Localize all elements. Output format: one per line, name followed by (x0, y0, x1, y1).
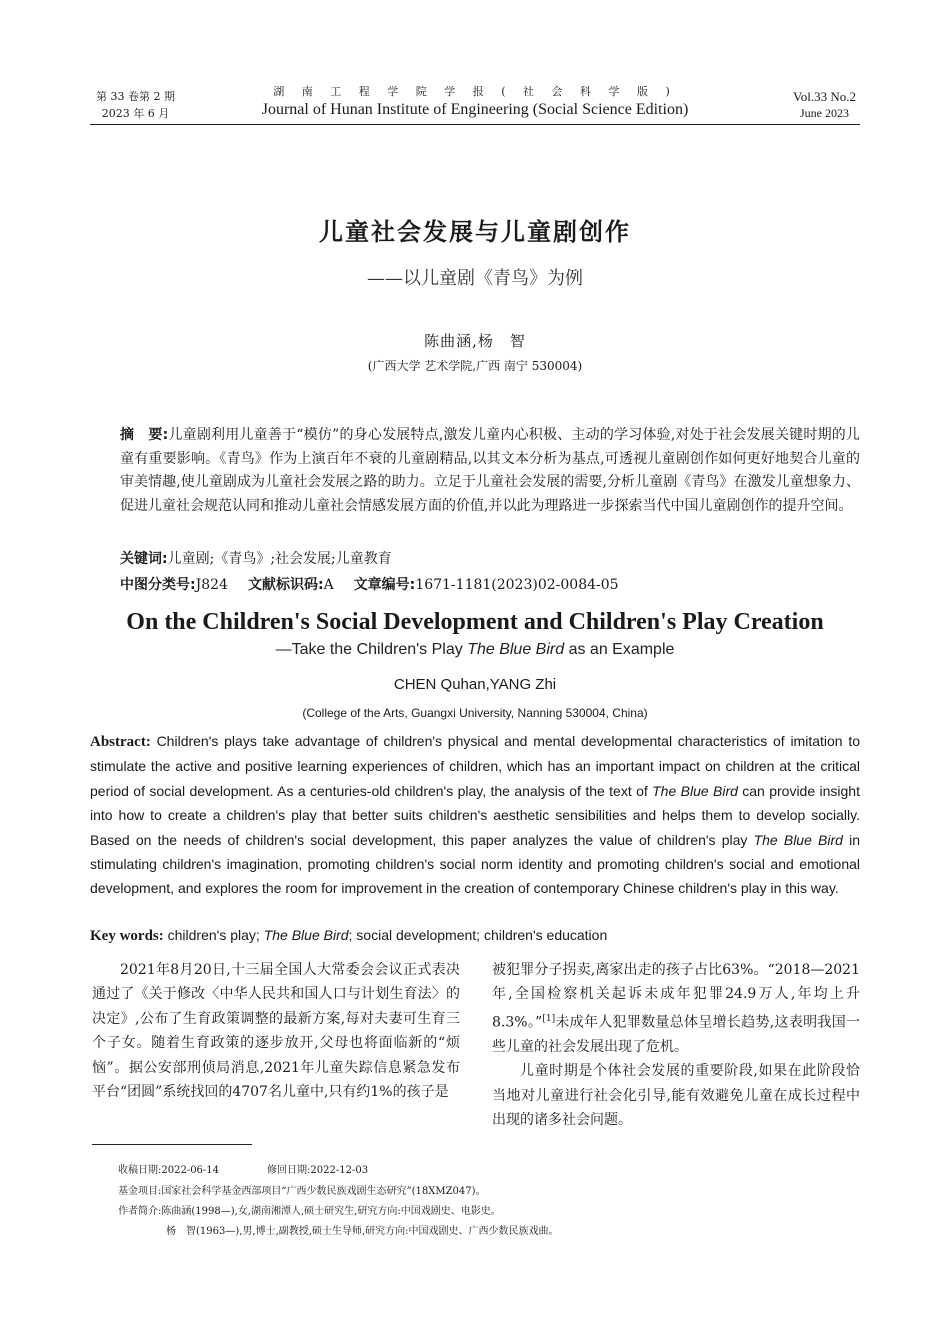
keywords-en-part2: ; social development; children's education (348, 927, 608, 943)
abstract-en-part1: Children's plays take advantage of children's physical and mental developmental characteristics of imitation to stimulate the active and positive learning experiences of children, which has an important impact on children at the critical period of social development. As a centuries-old children's play, the analysis of the text of (90, 733, 860, 799)
abstract-en (90, 729, 860, 901)
volume-en: Vol.33 No.2 (793, 89, 856, 104)
classification-line (120, 575, 860, 595)
footnote-fund: 基金项目:国家社会科学基金西部项目“广西少数民族戏剧生态研究”(18XMZ047)。 (118, 1186, 486, 1197)
issue-cn: 第 33 卷第 2 期 (96, 90, 175, 103)
clc-label: 中图分类号: (120, 577, 196, 593)
keywords-en (90, 923, 860, 948)
doc-code-label: 文献标识码: (247, 577, 324, 593)
subtitle-en-pre: —Take the Children's Play (275, 641, 468, 658)
affiliation-en: (College of the Arts, Guangxi University, Nanning 530004, China) (302, 706, 648, 720)
body-column-right (492, 958, 860, 1133)
clc-value: J824 (195, 577, 228, 593)
abstract-en-part3: in stimulating children's imagination, promoting children's social norm identity and promoting children's social and emotional development, and explores the room for improvement in the creation of contemporary Chinese children's play in this way. (90, 831, 860, 897)
footnote-author2: 杨 智(1963—),男,博士,副教授,硕士生导师,研究方向:中国戏剧史、广西少数民族戏曲。 (166, 1226, 559, 1237)
abstract-en-italic1: The Blue Bird (652, 782, 738, 799)
abstract-label-cn: 摘 要: (120, 427, 169, 443)
keywords-label-cn: 关键词: (120, 551, 168, 567)
keywords-en-italic: The Blue Bird (263, 927, 349, 943)
revised-date: 修回日期:2022-12-03 (267, 1165, 369, 1176)
affiliation-cn: (广西大学 艺术学院,广西 南宁 530004) (367, 359, 583, 373)
footnote-dates (118, 1164, 368, 1178)
footnote-divider (92, 1144, 252, 1145)
authors-cn: 陈曲涵,杨 智 (424, 332, 526, 350)
keywords-cn (120, 549, 860, 569)
journal-name-en: Journal of Hunan Institute of Engineering (Social Science Edition) (261, 101, 689, 118)
date-cn: 2023 年 6 月 (101, 107, 170, 120)
article-title-cn: 儿童社会发展与儿童剧创作 (319, 218, 631, 246)
abstract-en-italic2: The Blue Bird (753, 831, 843, 848)
citation-ref: [1] (542, 1013, 556, 1024)
keywords-en-part1: children's play; (163, 927, 264, 943)
abstract-cn (120, 424, 860, 518)
subtitle-en-post: as an Example (564, 641, 675, 658)
abstract-label-en: Abstract: (90, 734, 151, 750)
journal-header (90, 84, 860, 125)
abstract-en-part2: can provide insight into how to create a children's play that better suits children's aesthetic sensibilities and helps them to develop socially. Based on the needs of children's social development, this paper analyzes the value of children's play (90, 782, 860, 848)
abstract-text-cn: 儿童剧利用儿童善于“模仿”的身心发展特点,激发儿童内心积极、主动的学习体验,对处于社会发展关键时期的儿童有重要影响。《青鸟》作为上演百年不衰的儿童剧精品,以其文本分析为基点,可透视儿童剧创作如何更好地契合儿童的审美情趣,使儿童剧成为儿童社会发展之路的助力。立足于儿童社会发展的需要,分析儿童剧《青鸟》在激发儿童想象力、促进儿童社会规范认同和推动儿童社会情感发展方面的价值,并以此为理路进一步探索当代中国儿童剧创作的提升空间。 (120, 427, 860, 514)
header-journal-name (90, 84, 860, 120)
keywords-label-en: Key words: (90, 928, 164, 944)
article-title-en: On the Children's Social Development and Children's Play Creation (126, 609, 824, 635)
article-subtitle-cn: ——以儿童剧《青鸟》为例 (367, 268, 583, 289)
header-volume-en (793, 88, 856, 122)
authors-en: CHEN Quhan,YANG Zhi (393, 676, 557, 693)
article-subtitle-en (0, 641, 950, 659)
journal-name-cn: 湖 南 工 程 学 院 学 报 ( 社 会 科 学 版 ) (273, 85, 677, 98)
footnote-author1: 作者简介:陈曲涵(1998—),女,湖南湘潭人,硕士研究生,研究方向:中国戏剧史、电影史。 (118, 1206, 501, 1217)
body-right-text2: 未成年人犯罪数量总体呈增长趋势,这表明我国一些儿童的社会发展出现了危机。 (492, 1014, 861, 1055)
keywords-text-cn: 儿童剧;《青鸟》;社会发展;儿童教育 (167, 551, 392, 567)
article-no-value: 1671-1181(2023)02-0084-05 (415, 577, 619, 593)
doc-code-value: A (323, 577, 334, 593)
received-date: 收稿日期:2022-06-14 (118, 1165, 220, 1176)
body-paragraph-left: 2021年8月20日,十三届全国人大常委会会议正式表决通过了《关于修改〈中华人民共和国人口与计划生育法〉的决定》,公布了生育政策调整的最新方案,每对夫妻可生育三个子女。随着生育政策的逐步放开,父母也将面临新的“烦恼”。据公安部刑侦局消息,2021年儿童失踪信息紧急发布平台“团圆”系统找回的4707名儿童中,只有约1%的孩子是 (92, 962, 460, 1101)
body-right-text1: 被犯罪分子拐卖,离家出走的孩子占比63%。“2018—2021年,全国检察机关起诉未成年犯罪24.9万人,年均上升8.3%。” (492, 962, 860, 1031)
subtitle-en-italic: The Blue Bird (467, 641, 565, 658)
body-paragraph-right-1 (492, 958, 860, 1059)
date-en: June 2023 (800, 106, 850, 120)
body-column-left (92, 958, 460, 1104)
body-paragraph-right-2: 儿童时期是个体社会发展的重要阶段,如果在此阶段恰当地对儿童进行社会化引导,能有效避免儿童在成长过程中出现的诸多社会问题。 (492, 1063, 860, 1129)
article-no-label: 文章编号: (353, 577, 416, 593)
